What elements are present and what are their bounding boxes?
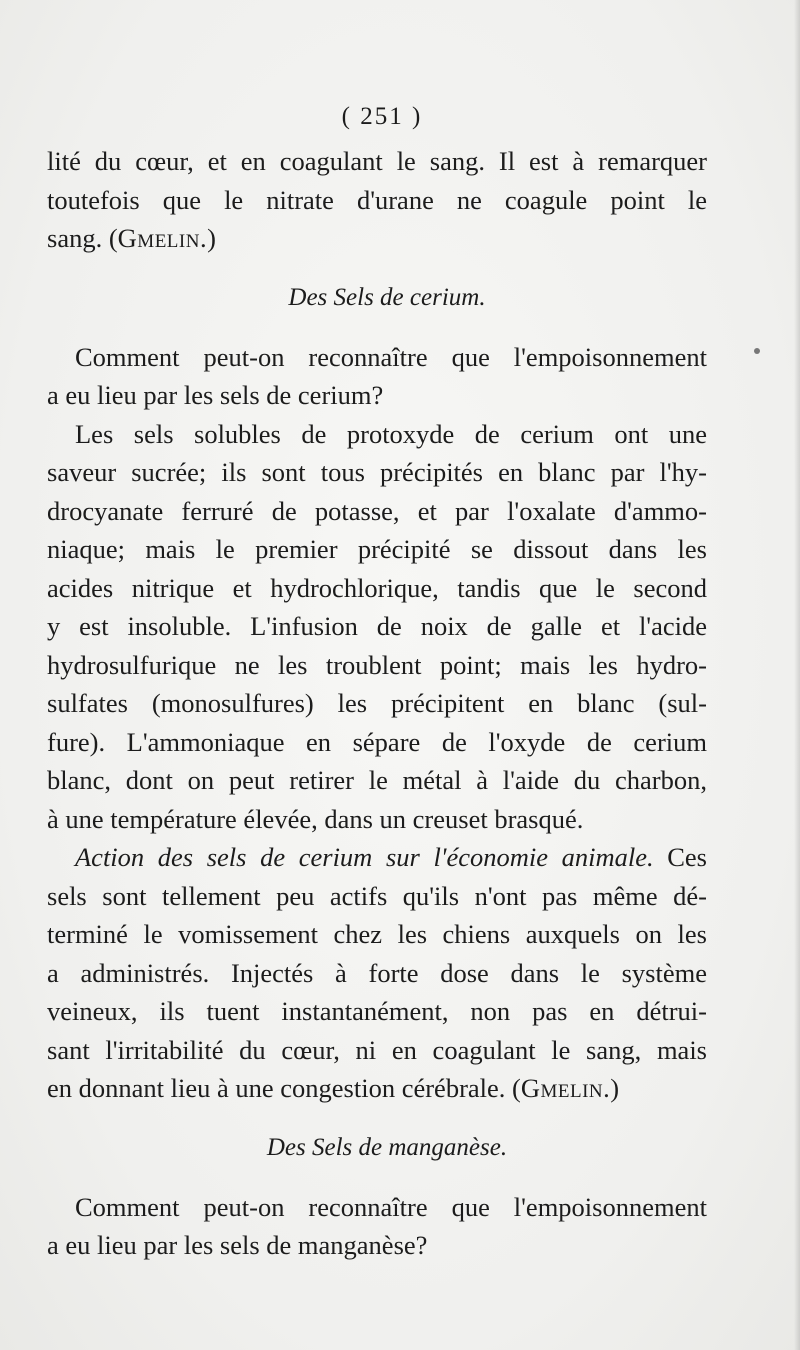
- text-line: drocyanate ferruré de potasse, et par l'oxalate d'ammo-: [47, 495, 707, 526]
- italic-lead: Action des sels de cerium sur l'économie animale.: [75, 842, 654, 872]
- text-line: a eu lieu par les sels de manganèse?: [47, 1230, 428, 1260]
- author-citation: Gmelin.: [117, 223, 208, 253]
- text-line: veineux, ils tuent instantanément, non pas en détrui-: [47, 996, 707, 1026]
- text-fragment: ): [610, 1073, 620, 1103]
- text-line: sels sont tellement peu actifs qu'ils n'ont pas même dé-: [47, 880, 707, 911]
- text-line: niaque; mais le premier précipité se dissout dans les: [47, 534, 707, 564]
- text-line: Comment peut-on reconnaître que l'empoisonnement: [75, 1191, 707, 1222]
- text-fragment: sang. (: [47, 223, 118, 253]
- paragraph-cerium-action: [47, 838, 707, 1108]
- question-manganese: [47, 1188, 707, 1265]
- text-line: [47, 1069, 707, 1108]
- text-line: à une température élevée, dans un creuset brasqué.: [47, 803, 584, 834]
- text-line: toutefois que le nitrate d'urane ne coagule point le: [47, 184, 707, 215]
- text-line: a eu lieu par les sels de cerium?: [47, 380, 384, 410]
- text-line: Comment peut-on reconnaître que l'empoisonnement: [75, 341, 707, 372]
- text-fragment: ): [207, 223, 216, 253]
- text-line: lité du cœur, et en coagulant le sang. Il est à remarquer: [47, 146, 707, 176]
- section-heading-manganese: Des Sels de manganèse.: [266, 1133, 508, 1161]
- text-fragment: en donnant lieu à une congestion cérébrale. (: [47, 1073, 521, 1103]
- text-line: sant l'irritabilité du cœur, ni en coagulant le sang, mais: [47, 1034, 707, 1065]
- text-line: a administrés. Injectés à forte dose dans le système: [47, 957, 707, 988]
- question-cerium: [47, 338, 707, 415]
- text-line: y est insoluble. L'infusion de noix de galle et l'acide: [47, 611, 707, 641]
- author-citation: Gmelin.: [520, 1073, 611, 1103]
- text-line: sulfates (monosulfures) les précipitent en blanc (sul-: [47, 688, 707, 718]
- page-number: ( 251 ): [341, 103, 423, 130]
- text-line: acides nitrique et hydrochlorique, tandis que le second: [47, 572, 707, 603]
- text-line: blanc, dont on peut retirer le métal à l'aide du charbon,: [47, 765, 707, 795]
- page-edge-shadow: [794, 0, 800, 1350]
- text-line: [47, 219, 707, 258]
- text-line: hydrosulfurique ne les troublent point; mais les hydro-: [47, 649, 707, 680]
- ink-speck: [754, 348, 760, 354]
- text-line: saveur sucrée; ils sont tous précipités en blanc par l'hy-: [47, 457, 707, 487]
- section-heading-cerium: Des Sels de cerium.: [288, 283, 486, 311]
- text-fragment: Ces: [653, 842, 707, 872]
- text-line: terminé le vomissement chez les chiens auxquels on les: [47, 919, 707, 949]
- text-line: [47, 838, 707, 877]
- text-line: fure). L'ammoniaque en sépare de l'oxyde de cerium: [47, 726, 707, 757]
- paragraph-continuation: [47, 142, 707, 258]
- text-line: Les sels solubles de protoxyde de cerium ont une: [75, 418, 707, 449]
- paragraph-cerium-tests: [47, 415, 707, 839]
- page-text: [47, 92, 707, 1265]
